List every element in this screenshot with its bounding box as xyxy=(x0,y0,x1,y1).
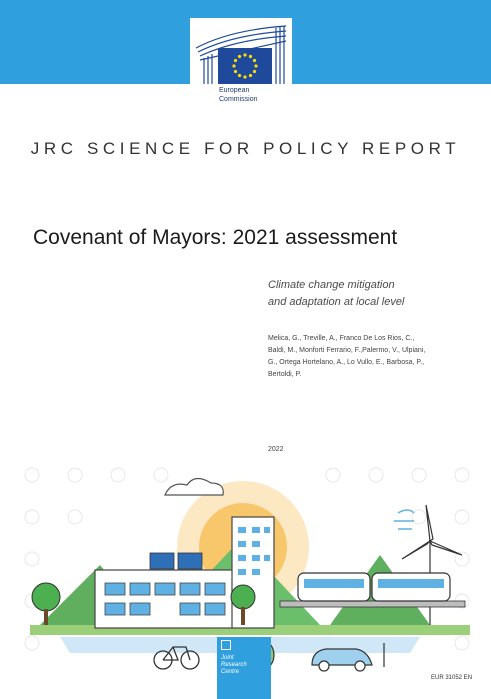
eu-star-icon xyxy=(243,53,246,56)
jrc-mark-icon xyxy=(221,640,231,650)
eu-star-icon xyxy=(238,74,241,77)
rail-track xyxy=(280,601,465,607)
jrc-logo-text: Joint Research Centre xyxy=(221,655,247,675)
report-series: JRC SCIENCE FOR POLICY REPORT xyxy=(30,139,461,158)
eu-star-icon xyxy=(234,59,237,62)
cloud-icon xyxy=(165,478,223,495)
building-main xyxy=(95,570,235,628)
eu-star-icon xyxy=(232,64,235,67)
eu-star-icon xyxy=(238,55,241,58)
wind-icon xyxy=(394,510,414,529)
eu-star-icon xyxy=(253,70,256,73)
eu-star-icon xyxy=(249,74,252,77)
report-subtitle: Climate change mitigation and adaptation at local level xyxy=(268,279,405,308)
report-number: EUR 31052 EN xyxy=(431,675,473,681)
european-commission-label: European Commission xyxy=(219,87,258,103)
jrc-logo xyxy=(217,637,271,699)
eu-flag-icon xyxy=(218,48,272,84)
eu-star-icon xyxy=(249,55,252,58)
eu-star-icon xyxy=(243,75,246,78)
report-year: 2022 xyxy=(268,446,284,453)
eu-star-icon xyxy=(234,70,237,73)
eu-star-icon xyxy=(254,64,257,67)
report-title: Covenant of Mayors: 2021 assessment xyxy=(33,226,398,249)
solar-panel-icon xyxy=(150,553,202,569)
report-authors: Melica, G., Treville, A., Franco De Los Rios, C., Baldi, M., Monforti Ferrario, F.,Palermo, V., Ulpiani, G., Ortega Hortelano, A., Lo Vullo, E., Barbosa, P., Bertoldi, P. xyxy=(268,335,426,378)
eu-star-icon xyxy=(253,59,256,62)
train-icon xyxy=(298,573,450,601)
